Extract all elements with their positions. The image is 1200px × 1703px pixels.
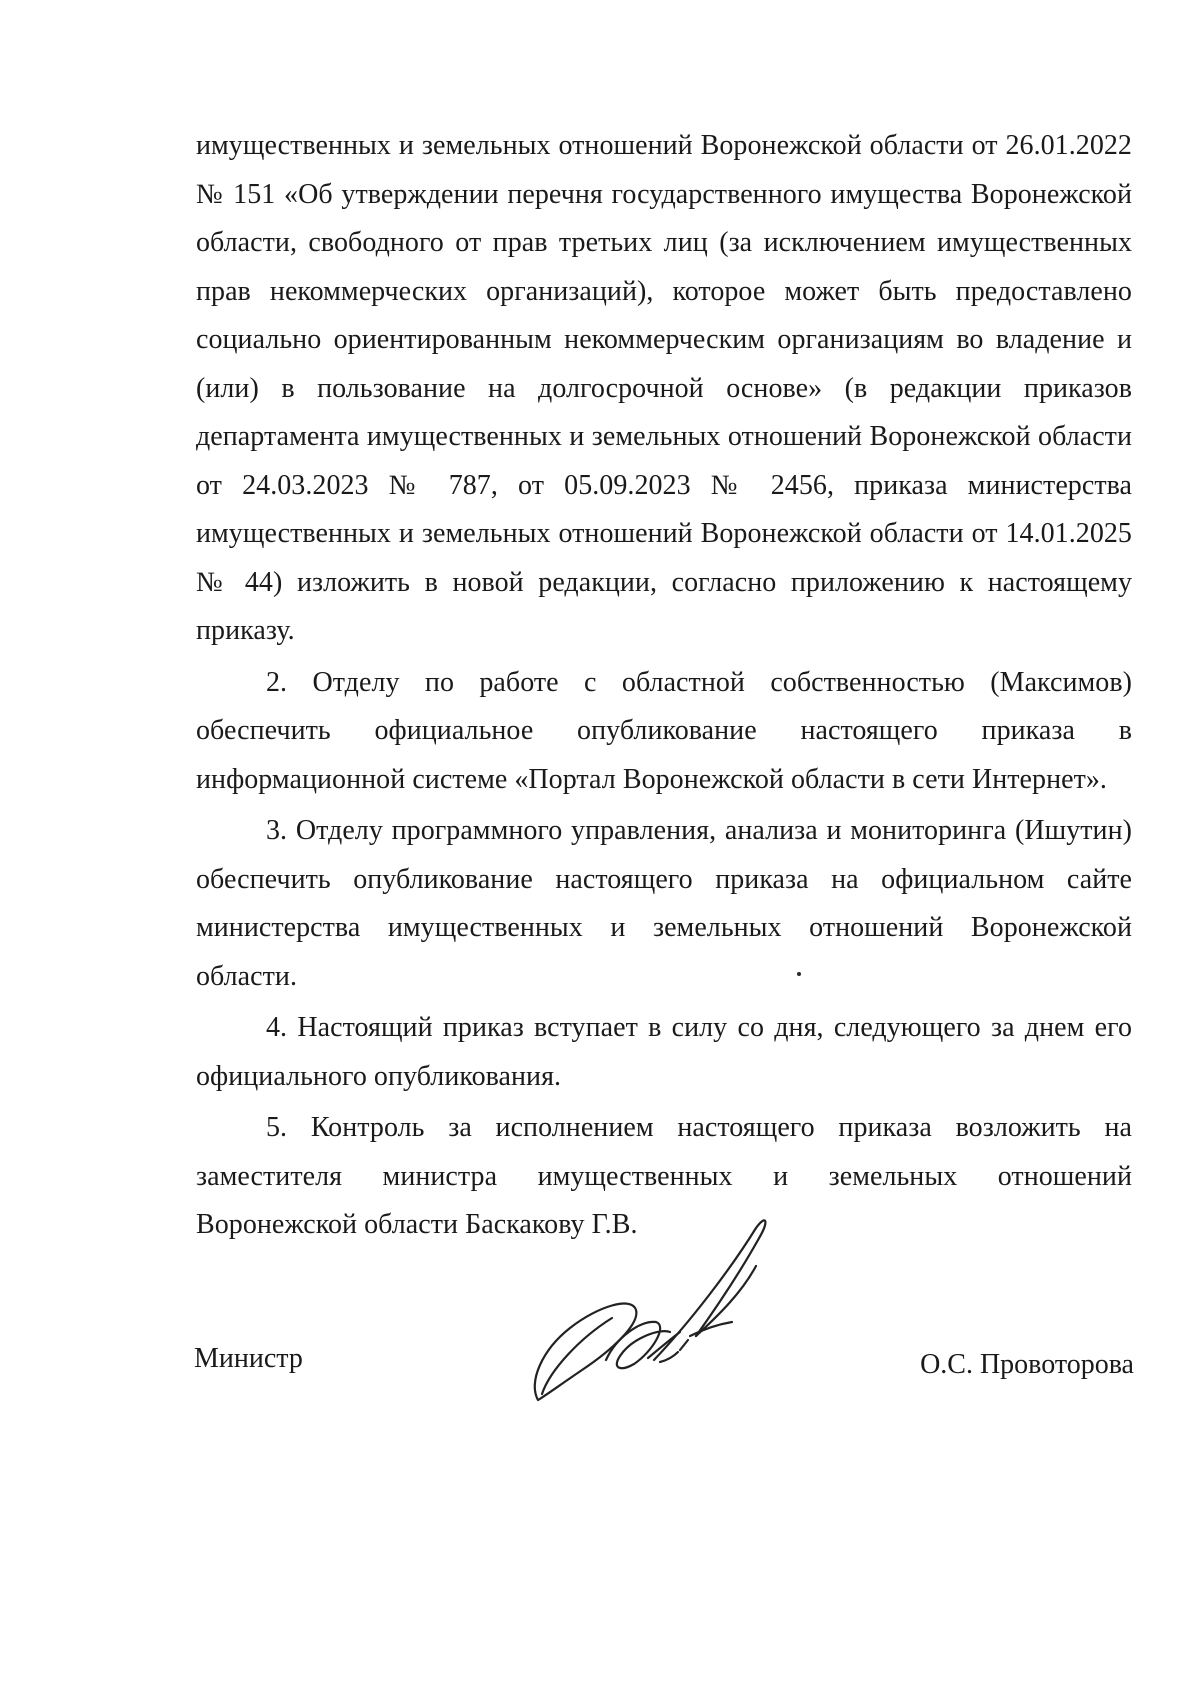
handwritten-signature	[520, 1210, 800, 1415]
paragraph-5: 5. Контроль за исполнением настоящего приказа возложить на заместителя министра имущественных и земельных отношений Воронежской области Баскакову Г.В.	[196, 1112, 1132, 1240]
document-body	[196, 122, 1132, 1250]
paragraph-1-continuation: имущественных и земельных отношений Воронежской области от 26.01.2022 № 151 «Об утверждении перечня государственного имущества Воронежской области, свободного от прав третьих лиц (за исключением имущественных прав некоммерческих организаций), которое может быть предоставлено социально ориентированным некоммерческим организациям во владение и (или) в пользование на долгосрочной основе» (в редакции приказов департамента имущественных и земельных отношений Воронежской области от 24.03.2023 № 787, от 05.09.2023 № 2456, приказа министерства имущественных и земельных отношений Воронежской области от 14.01.2025 № 44) изложить в новой редакции, согласно приложению к настоящему приказу.	[196, 130, 1132, 646]
signer-name: О.С. Провоторова	[920, 1349, 1134, 1380]
stray-dot	[797, 972, 801, 976]
paragraph-2: 2. Отделу по работе с областной собственностью (Максимов) обеспечить официальное опубликование настоящего приказа в информационной системе «Портал Воронежской области в сети Интернет».	[196, 666, 1132, 795]
paragraph-3: 3. Отделу программного управления, анализа и мониторинга (Ишутин) обеспечить опубликование настоящего приказа на официальном сайте министерства имущественных и земельных отношений Воронежской области.	[196, 815, 1132, 992]
paragraph-4: 4. Настоящий приказ вступает в силу со дня, следующего за днем его официального опубликования.	[196, 1012, 1132, 1092]
signer-position: Министр	[194, 1343, 303, 1374]
